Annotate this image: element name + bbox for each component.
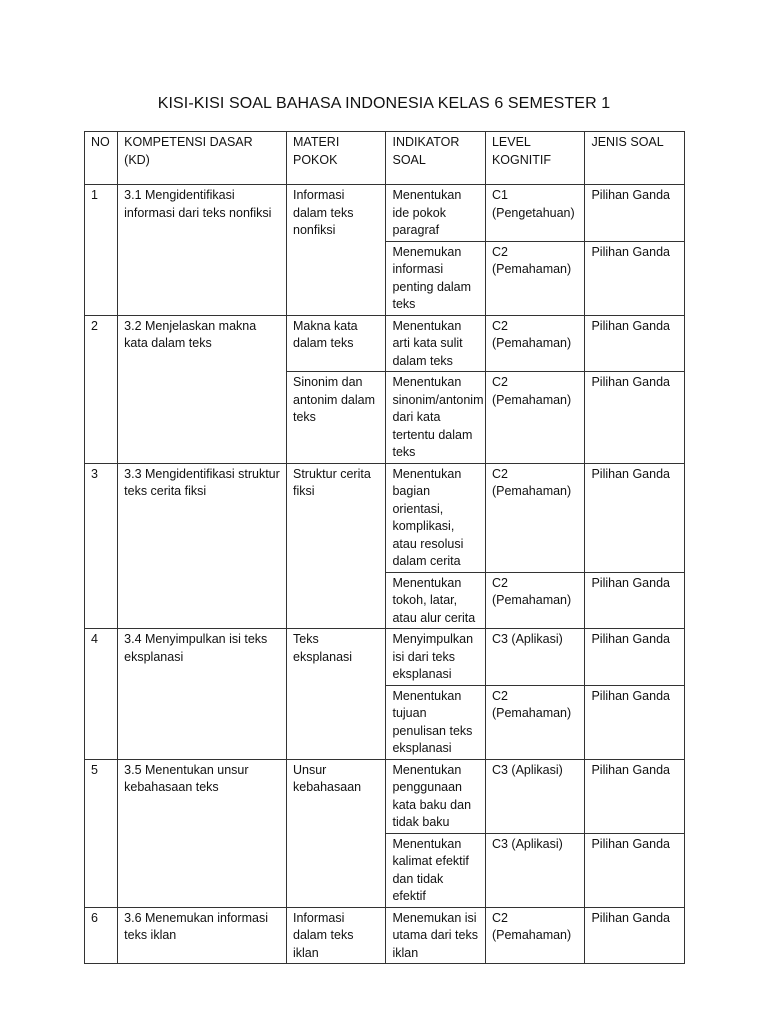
cell-kd: 3.6 Menemukan informasi teks iklan [118,907,287,964]
cell-indikator: Menentukan arti kata sulit dalam teks [386,315,485,372]
cell-indikator: Menyimpulkan isi dari teks eksplanasi [386,629,485,686]
cell-jenis: Pilihan Ganda [585,572,685,629]
cell-materi: Informasi dalam teks iklan [287,907,386,964]
cell-jenis: Pilihan Ganda [585,833,685,907]
cell-kd: 3.3 Mengidentifikasi struktur teks cerita fiksi [118,463,287,629]
cell-no: 2 [85,315,118,463]
cell-level: C2 (Pemahaman) [485,315,584,372]
cell-jenis: Pilihan Ganda [585,463,685,572]
cell-kd: 3.1 Mengidentifikasi informasi dari teks nonfiksi [118,185,287,316]
cell-materi: Struktur cerita fiksi [287,463,386,629]
cell-jenis: Pilihan Ganda [585,759,685,833]
cell-indikator: Menemukan informasi penting dalam teks [386,241,485,315]
cell-jenis: Pilihan Ganda [585,372,685,464]
table-row [85,759,685,833]
cell-materi: Sinonim dan antonim dalam teks [287,372,386,464]
cell-materi: Teks eksplanasi [287,629,386,760]
kisi-kisi-table [84,131,685,964]
cell-jenis: Pilihan Ganda [585,185,685,242]
header-indikator: INDIKATOR SOAL [386,132,485,185]
table-row [85,907,685,964]
cell-level: C2 (Pemahaman) [485,907,584,964]
cell-level: C2 (Pemahaman) [485,572,584,629]
cell-no: 3 [85,463,118,629]
table-row [85,629,685,686]
cell-materi: Informasi dalam teks nonfiksi [287,185,386,316]
table-row [85,463,685,572]
cell-jenis: Pilihan Ganda [585,907,685,964]
cell-indikator: Menentukan ide pokok paragraf [386,185,485,242]
cell-indikator: Menentukan tokoh, latar, atau alur cerita [386,572,485,629]
cell-jenis: Pilihan Ganda [585,685,685,759]
cell-no: 5 [85,759,118,907]
cell-level: C2 (Pemahaman) [485,372,584,464]
cell-no: 6 [85,907,118,964]
cell-no: 1 [85,185,118,316]
cell-level: C2 (Pemahaman) [485,241,584,315]
cell-level: C1 (Pengetahuan) [485,185,584,242]
cell-indikator: Menentukan tujuan penulisan teks eksplanasi [386,685,485,759]
cell-indikator: Menentukan kalimat efektif dan tidak efektif [386,833,485,907]
header-level: LEVEL KOGNITIF [485,132,584,185]
table-row [85,185,685,242]
cell-level: C3 (Aplikasi) [485,759,584,833]
header-kd: KOMPETENSI DASAR (KD) [118,132,287,185]
table-header-row [85,132,685,185]
cell-level: C2 (Pemahaman) [485,685,584,759]
cell-materi: Makna kata dalam teks [287,315,386,372]
table-row [85,315,685,372]
cell-jenis: Pilihan Ganda [585,241,685,315]
cell-materi: Unsur kebahasaan [287,759,386,907]
cell-level: C3 (Aplikasi) [485,629,584,686]
cell-kd: 3.5 Menentukan unsur kebahasaan teks [118,759,287,907]
table-body [85,185,685,964]
cell-indikator: Menemukan isi utama dari teks iklan [386,907,485,964]
cell-jenis: Pilihan Ganda [585,315,685,372]
cell-no: 4 [85,629,118,760]
cell-kd: 3.2 Menjelaskan makna kata dalam teks [118,315,287,463]
cell-kd: 3.4 Menyimpulkan isi teks eksplanasi [118,629,287,760]
cell-indikator: Menentukan bagian orientasi, komplikasi, atau resolusi dalam cerita [386,463,485,572]
cell-indikator: Menentukan sinonim/antonim dari kata tertentu dalam teks [386,372,485,464]
document-title: KISI-KISI SOAL BAHASA INDONESIA KELAS 6 SEMESTER 1 [157,95,611,112]
cell-level: C2 (Pemahaman) [485,463,584,572]
header-materi: MATERI POKOK [287,132,386,185]
header-jenis: JENIS SOAL [585,132,685,185]
cell-jenis: Pilihan Ganda [585,629,685,686]
cell-indikator: Menentukan penggunaan kata baku dan tidak baku [386,759,485,833]
cell-level: C3 (Aplikasi) [485,833,584,907]
header-no: NO [85,132,118,185]
